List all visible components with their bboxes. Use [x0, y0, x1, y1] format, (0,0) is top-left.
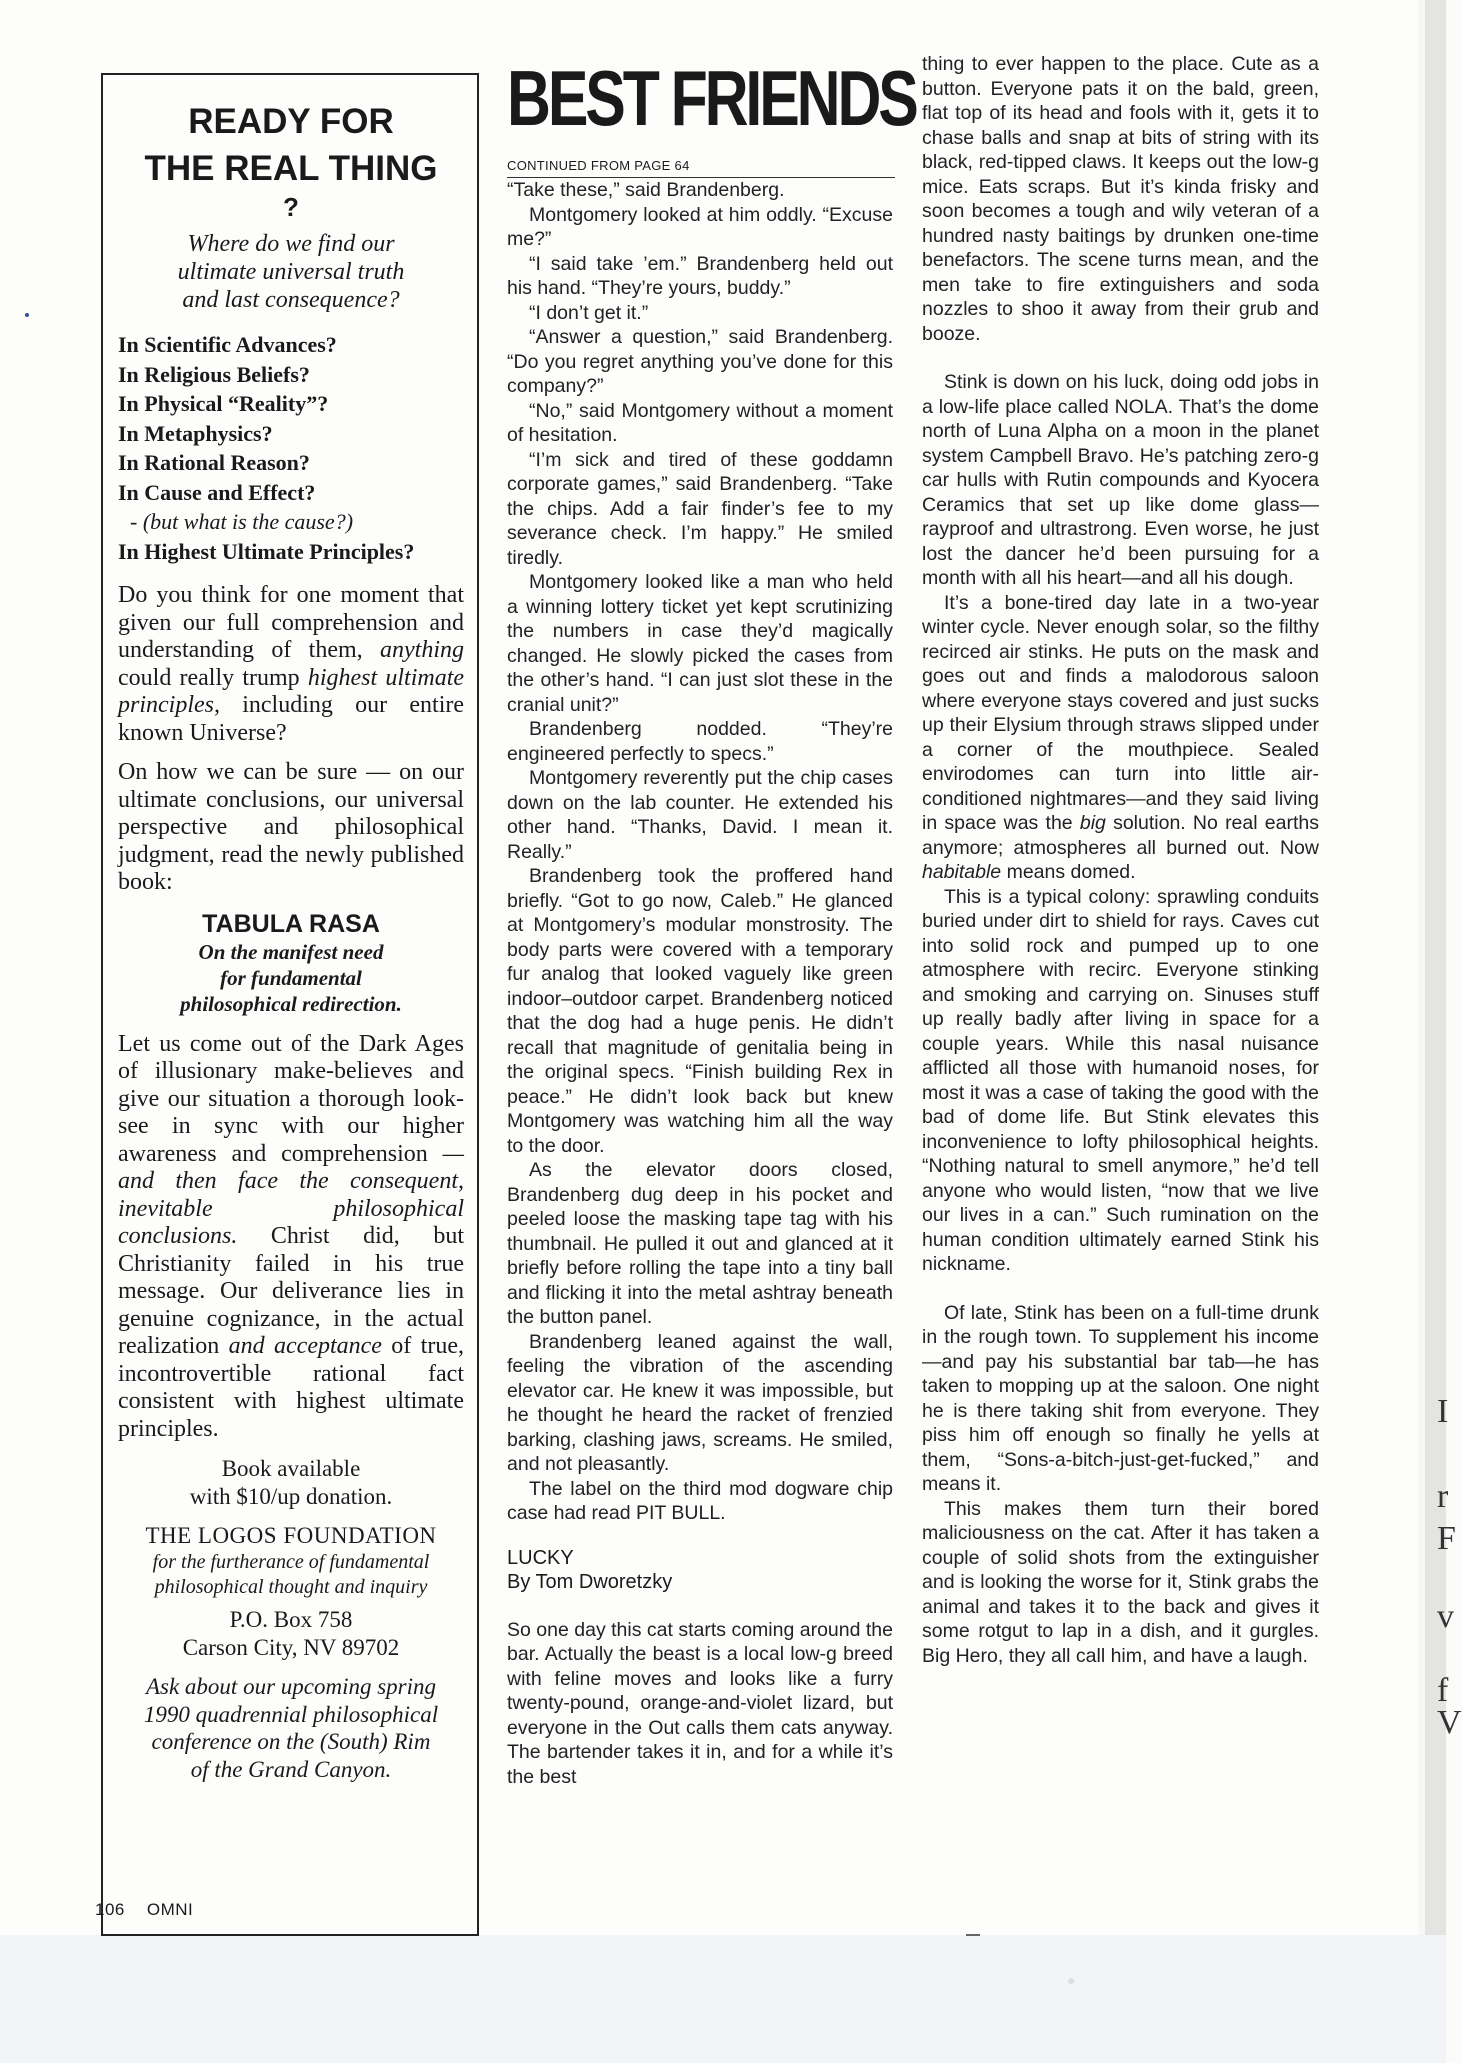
tagline-line: philosophical thought and inquiry	[154, 1576, 428, 1598]
story-paragraph: This makes them turn their bored maliciousness on the cat. After it has taken a couple of solid shots from the extinguisher and is looking the worse for it, Stink grabs the animal and takes it to the back and gives it some rotgut to lap in a dish, and it gurgles. Big Hero, they all call him, and have a laugh.	[922, 1497, 1319, 1667]
scan-speck	[25, 313, 29, 317]
scan-mark	[966, 1934, 980, 1936]
story-text-emphasis: habitable	[922, 861, 1002, 883]
ad-text: Let us come out of the Dark Ages of illusionary make-believes and give our situation a thorough look-see in sync with our higher awareness and comprehension	[118, 1030, 464, 1167]
story-paragraph: Brandenberg leaned against the wall, feeling the vibration of the ascending elevator car. He knew it was impossible, but he thought he heard the racket of frenzied barking, clashing jaws, screams. He smiled, and not pleasantly.	[507, 1330, 893, 1475]
story-paragraph: “I said take ’em.” Brandenberg held out his hand. “They’re yours, buddy.”	[507, 252, 893, 299]
foundation-name: THE LOGOS FOUNDATION	[145, 1523, 437, 1548]
ad-question: In Cause and Effect?	[118, 479, 316, 505]
ad-text: of true, incontrovertible rational fact consistent with highest ultimate principles.	[118, 1333, 464, 1442]
story-text: It’s a bone-tired day late in a two-year winter cycle. Never enough solar, so the filthy recirced air stinks. He puts on the mask and goes out and finds a malodorous saloon where everyone stays covered and just sucks up their Elysium through straws slipped under a corner of the mouthpiece. Sealed envirodomes can turn into little air-conditioned nightmares—and they said living in space was the	[922, 591, 1319, 834]
story-paragraph: “Answer a question,” said Brandenberg. “Do you regret anything you’ve done for this company?”	[507, 326, 893, 397]
facing-page-letter: r	[1437, 1478, 1449, 1515]
ad-question-aside: - (but what is the cause?)	[130, 509, 354, 534]
conference-line: conference on the (South) Rim	[151, 1729, 431, 1754]
ad-paragraph-1	[118, 582, 464, 747]
ad-intro-line: ultimate universal truth	[177, 259, 405, 285]
ad-title-question-mark: ?	[283, 192, 299, 222]
ad-text-emphasis: anything	[380, 637, 464, 663]
story-paragraph: The label on the third mod dogware chip case had read PIT BULL.	[507, 1477, 893, 1524]
story-paragraph	[922, 591, 1319, 885]
story-paragraph: “Take these,” said Brandenberg.	[507, 179, 785, 201]
advertisement	[118, 98, 464, 1783]
story-paragraph: Brandenberg nodded. “They’re engineered perfectly to specs.”	[507, 718, 893, 765]
ad-question: In Scientific Advances?	[118, 332, 337, 357]
ad-text-emphasis: — and then face the consequent, inevitable philosophical conclusions.	[118, 1140, 464, 1249]
facing-page-letter: I	[1437, 1393, 1449, 1430]
story-paragraph: thing to ever happen to the place. Cute as a button. Everyone pats it on the bald, green, flat top of its head and fools with it, gets it to chase balls and snap at bits of string with its black, red-tipped claws. It keeps out the low-g mice. Eats scraps. But it’s kinda frisky and soon becomes a tough and wily veteran of a hundred nasty baitings by drunken one-time benefactors. The scene turns mean, and the men take to fire extinguishers and soda nozzles to shoo it away from their grub and booze.	[922, 53, 1319, 345]
address-line: Carson City, NV 89702	[182, 1634, 400, 1660]
availability-line: with $10/up donation.	[189, 1483, 393, 1509]
story-paragraph: As the elevator doors closed, Brandenberg dug deep in his pocket and peeled loose the masking tape tag with his thumbnail. He pulled it out and glanced at it briefly before rolling the tape into a tiny ball and flicking it into the metal ashtray beneath the button panel.	[507, 1159, 893, 1328]
article-column-1	[507, 54, 916, 1789]
story-text: solution. No real earths anymore; atmospheres all burned out. Now	[922, 812, 1319, 859]
ad-text: Christ did, but Christianity failed in his true message. Our deliverance lies in genuine cognizance, in the actual realization	[118, 1223, 464, 1359]
page-edge-strip	[1418, 0, 1425, 1935]
foundation-address	[118, 1606, 464, 1661]
book-subtitle-line: philosophical redirection.	[180, 991, 402, 1016]
story-paragraph: “No,” said Montgomery without a moment of hesitation.	[507, 399, 893, 446]
availability-line: Book available	[221, 1456, 361, 1481]
ad-question: In Religious Beliefs?	[118, 361, 310, 387]
ad-intro-line: Where do we find our	[187, 231, 395, 257]
story-paragraph: This is a typical colony: sprawling conduits buried under dirt to shield for rays. Caves cut into solid rock and pumped up to one atmosphere with recirc. Everyone stinking and smoking and carrying on. Sinuses stuff up really badly after living in space for a couple years. While this nasal nuisance afflicted all those with humanoid noses, for most it was a case of taking the good with the bad of dome life. But Stink elevates this inconvenience to lofty philosophical heights. “Nothing natural to smell anymore,” he’d tell anyone who would listen, “now that we live our lives in a can.” Such rumination on the human condition ultimately earned Stink his nickname.	[922, 885, 1319, 1275]
story-paragraph: Stink is down on his luck, doing odd jobs in a low-life place called NOLA. That’s the dome north of Luna Alpha on a moon in the planet system Campbell Bravo. He’s patching zero-g car hulls with Rutin compounds and Kyocera Ceramics that set up like dome glass—rayproof and ultrastrong. Even worse, he just lost the dancer he’d been pursuing for a month with all his heart—and all his dough.	[922, 371, 1319, 589]
ad-paragraph-2: On how we can be sure — on our ultimate conclusions, our universal perspective and philosophical judgment, read the newly published book:	[118, 759, 464, 895]
lucky-byline: By Tom Dworetzky	[507, 1570, 673, 1593]
ad-question-list	[118, 330, 464, 566]
ad-question: In Highest Ultimate Principles?	[118, 538, 415, 564]
article-column-2	[922, 52, 1319, 1668]
tagline-line: for the furtherance of fundamental	[152, 1551, 430, 1573]
lucky-title: LUCKY	[507, 1546, 574, 1569]
ad-question: In Physical “Reality”?	[118, 391, 329, 416]
scan-background	[0, 1935, 1446, 2063]
story-paragraph: “I don’t get it.”	[529, 301, 649, 324]
magazine-name: OMNI	[146, 1900, 194, 1919]
best-friends-story	[507, 178, 893, 1526]
lucky-story-opening	[507, 1618, 893, 1790]
facing-page-letter: f	[1437, 1672, 1449, 1709]
story-text: means domed.	[1001, 861, 1136, 883]
ad-question: In Rational Reason?	[118, 450, 310, 475]
book-title: TABULA RASA	[202, 909, 380, 938]
scan-mark-2	[1068, 1978, 1074, 1984]
page-footer	[95, 1900, 215, 1920]
story-paragraph: Montgomery looked at him oddly. “Excuse me?”	[507, 203, 893, 250]
ad-question: In Metaphysics?	[118, 420, 273, 446]
conference-line: 1990 quadrennial philosophical	[143, 1701, 439, 1727]
book-availability	[118, 1455, 464, 1510]
foundation-tagline	[118, 1550, 464, 1600]
page-number: 106	[95, 1900, 125, 1919]
story-paragraph: “I’m sick and tired of these goddamn corporate games,” said Brandenberg. “Take the chips. Add a fair finder’s fee to my severance check. I’m happy.” He smiled tiredly.	[507, 448, 893, 569]
ad-intro-line: and last consequence?	[182, 287, 400, 313]
ad-title-line-1: READY FOR	[188, 102, 394, 141]
facing-page-letter: v	[1437, 1598, 1454, 1635]
ad-text-emphasis: highest ultimate principles,	[118, 664, 465, 718]
continued-from-note: CONTINUED FROM PAGE 64	[507, 158, 895, 178]
ad-text: Do you think for one moment that given our full comprehension and understanding of them,	[118, 582, 464, 663]
facing-page-letter: V	[1437, 1704, 1462, 1741]
book-subtitle-line: On the manifest need	[198, 939, 384, 964]
story-text-emphasis: big	[1079, 812, 1106, 834]
ad-title-line-2: THE REAL THING	[144, 149, 438, 188]
conference-line: of the Grand Canyon.	[190, 1756, 392, 1782]
ad-intro	[118, 230, 464, 314]
story-paragraph: Of late, Stink has been on a full-time drunk in the rough town. To supplement his income—and pay his substantial bar tab—he has taken to mopping up at the saloon. One night he is there taking shit from everyone. They piss him off enough so finally he yells at them, “Sons-a-bitch-just-get-fucked,” and means it.	[922, 1301, 1319, 1495]
article-headline: BEST FRIENDS	[507, 54, 916, 142]
conference-note	[118, 1673, 464, 1783]
ad-text: could really trump	[118, 664, 308, 691]
book-subtitle-line: for fundamental	[220, 965, 362, 990]
facing-page-letter: F	[1437, 1520, 1456, 1557]
conference-line: Ask about our upcoming spring	[145, 1674, 437, 1699]
story-paragraph: So one day this cat starts coming around the bar. Actually the beast is a local low-g breed with feline moves and looks like a furry twenty-pound, orange-and-violet lizard, but everyone in the Out calls them cats anyway. The bartender takes it in, and for a while it’s the best	[507, 1618, 893, 1788]
story-paragraph: Montgomery reverently put the chip cases down on the lab counter. He extended his other hand. “Thanks, David. I mean it. Really.”	[507, 767, 893, 863]
book-subtitle	[118, 939, 464, 1017]
ad-text: including our entire known Universe?	[118, 692, 464, 746]
story-paragraph: Brandenberg took the proffered hand briefly. “Got to go now, Caleb.” He glanced at Montgomery’s modular monstrosity. The body parts were covered with a temporary fur analog that looked vaguely like green indoor–outdoor carpet. Brandenberg noticed that the dog had a huge penis. He didn’t recall that magnitude of genitalia being in the original specs. “Finish building Rex in peace.” He didn’t look back but knew Montgomery was watching him all the way to the door.	[507, 865, 893, 1157]
ad-text-emphasis: and acceptance	[228, 1333, 382, 1359]
story-paragraph: Montgomery looked like a man who held a winning lottery ticket yet kept scrutinizing the numbers in case they’d magically changed. He slowly picked the cases from the other’s hand. “I can just slot these in the cranial unit?”	[507, 571, 893, 716]
ad-paragraph-3	[118, 1031, 464, 1444]
address-line: P.O. Box 758	[229, 1607, 353, 1632]
